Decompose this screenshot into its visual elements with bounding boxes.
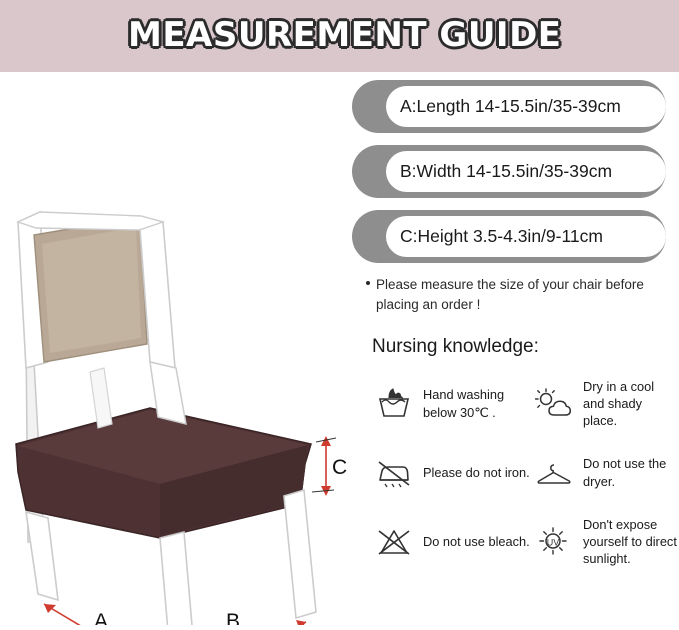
care-item-no-dryer	[532, 441, 679, 504]
care-item-no-iron	[372, 441, 532, 504]
nursing-knowledge-title: Nursing knowledge:	[372, 336, 539, 358]
no-uv-sun-icon	[532, 522, 576, 562]
care-text-no-iron: Please do not iron.	[423, 464, 530, 480]
measurement-pill-height	[352, 210, 666, 263]
care-text-no-sunlight: Don't expose yourself to direct sunlight.	[583, 516, 677, 567]
no-bleach-icon	[372, 522, 416, 562]
measurement-pill-width	[352, 145, 666, 198]
care-text-no-dryer: Do not use the dryer.	[583, 456, 667, 489]
svg-text:UV: UV	[546, 537, 560, 548]
care-item-hand-washing	[372, 372, 532, 435]
care-item-no-sunlight	[532, 510, 679, 573]
page-header	[0, 0, 679, 72]
measure-note	[376, 275, 671, 314]
measure-note-text: Please measure the size of your chair before placing an order !	[376, 277, 644, 312]
measurement-pill-inner	[386, 86, 666, 127]
svg-text:C: C	[332, 456, 348, 479]
care-instructions-grid	[372, 372, 679, 573]
measurement-pill-length	[352, 80, 666, 133]
no-dryer-hanger-icon	[532, 453, 576, 493]
care-text-hand-washing: Hand washing below 30℃ .	[423, 387, 505, 420]
no-iron-icon	[372, 453, 416, 493]
measurement-label-a: A:Length 14-15.5in/35-39cm	[400, 96, 621, 116]
measurement-pill-inner	[386, 151, 666, 192]
dry-shade-icon	[532, 384, 576, 424]
page-title: MEASUREMENT GUIDE	[128, 15, 562, 55]
svg-text:A: A	[94, 610, 109, 625]
care-item-dry-shade	[532, 372, 679, 435]
svg-text:B: B	[226, 610, 241, 625]
hand-wash-icon	[372, 384, 416, 424]
bullet-icon	[366, 281, 370, 285]
care-item-no-bleach	[372, 510, 532, 573]
measurement-label-c: C:Height 3.5-4.3in/9-11cm	[400, 226, 603, 246]
info-panel	[352, 80, 679, 625]
care-text-no-bleach: Do not use bleach.	[423, 533, 530, 549]
measurement-label-b: B:Width 14-15.5in/35-39cm	[400, 161, 613, 181]
care-text-dry-shade: Dry in a cool and shady place.	[583, 378, 655, 429]
chair-illustration	[0, 72, 350, 625]
measurement-pill-inner	[386, 216, 666, 257]
